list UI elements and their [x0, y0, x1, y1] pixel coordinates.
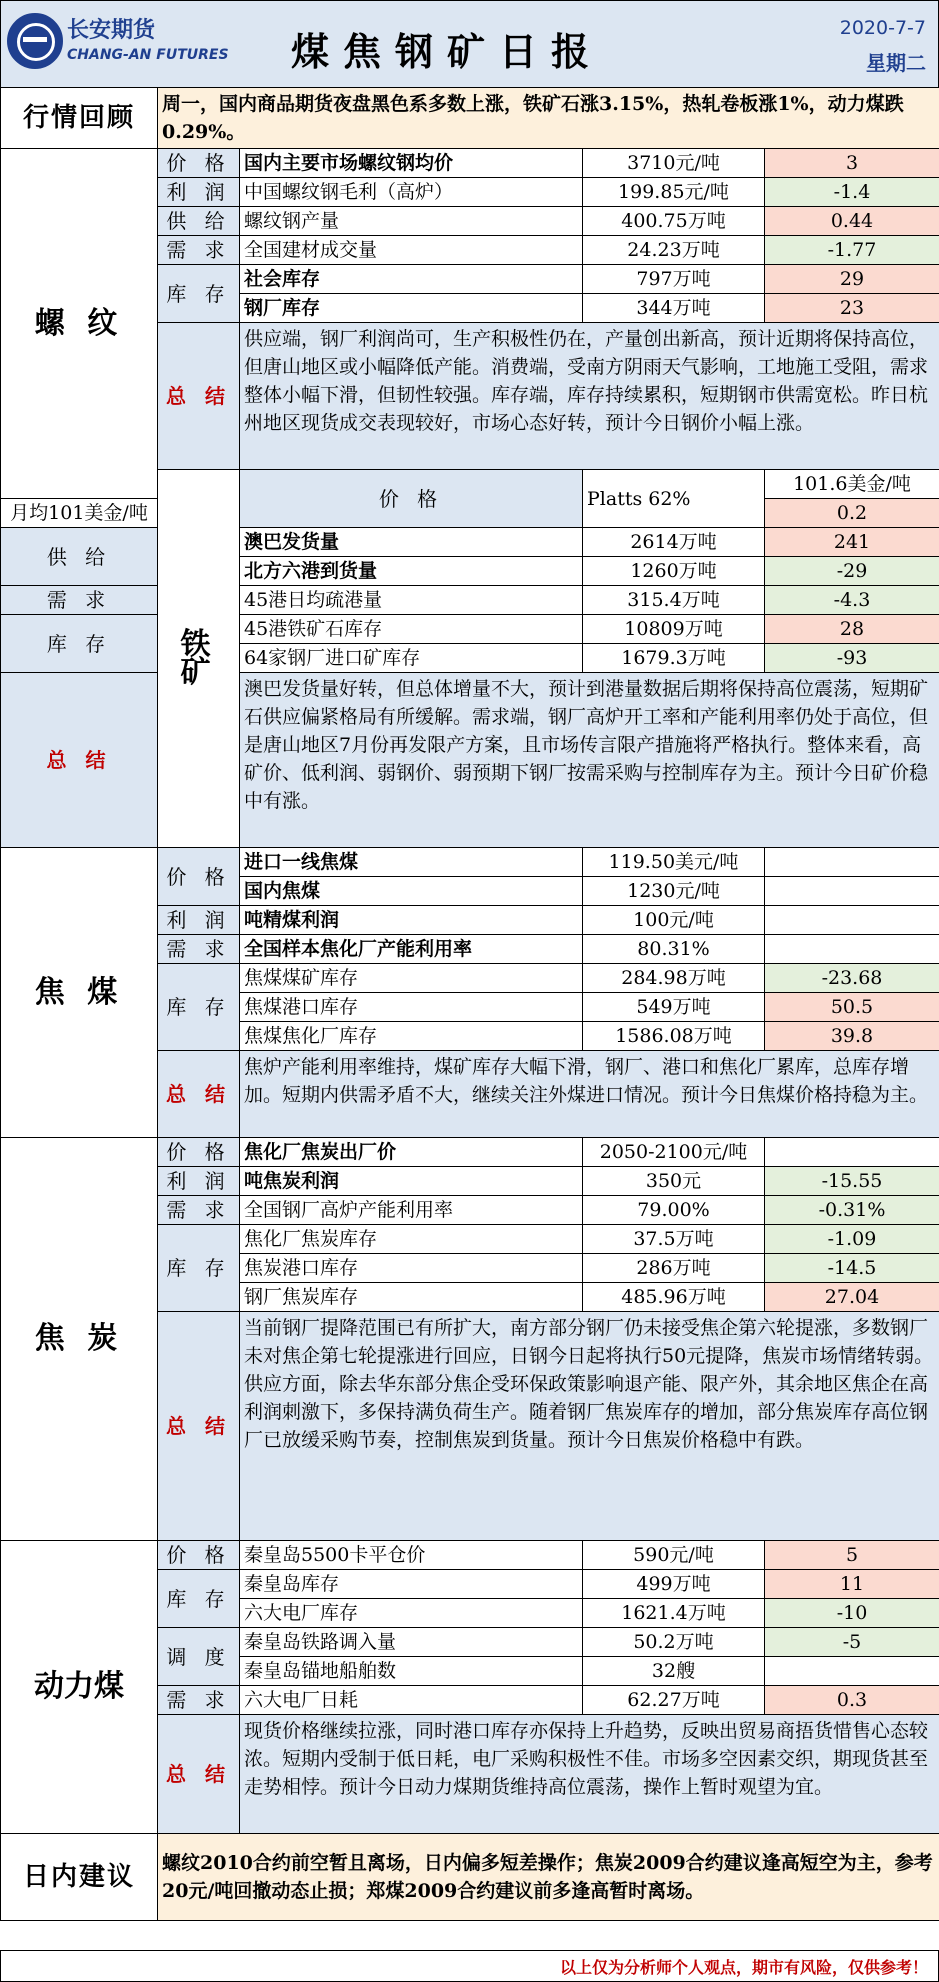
indicator-value: 590元/吨: [583, 1541, 765, 1570]
company-logo-icon: [7, 13, 63, 69]
category-summary: 总 结: [158, 323, 240, 470]
indicator-name: 全国钢厂高炉产能利用率: [240, 1196, 583, 1225]
indicator-change: [765, 848, 939, 877]
indicator-change: -10: [765, 1599, 939, 1628]
indicator-value: 2050-2100元/吨: [583, 1138, 765, 1167]
indicator-value: 119.50美元/吨: [583, 848, 765, 877]
indicator-change: [765, 1138, 939, 1167]
indicator-change: -23.68: [765, 964, 939, 993]
indicator-name: 焦煤焦化厂库存: [240, 1022, 583, 1051]
category-supply: 供 给: [1, 528, 158, 586]
indicator-name: 进口一线焦煤: [240, 848, 583, 877]
indicator-change: 27.04: [765, 1283, 939, 1312]
indicator-name: 焦煤煤矿库存: [240, 964, 583, 993]
category-price: 价 格: [158, 1138, 240, 1167]
indicator-name: 秦皇岛库存: [240, 1570, 583, 1599]
indicator-change: -93: [765, 644, 939, 673]
indicator-change: 29: [765, 265, 939, 294]
category-inventory: 库 存: [158, 1225, 240, 1312]
indicator-value: 37.5万吨: [583, 1225, 765, 1254]
indicator-change: 0.2: [765, 499, 939, 528]
indicator-value: 499万吨: [583, 1570, 765, 1599]
indicator-value: 199.85元/吨: [583, 178, 765, 207]
category-inventory: 库 存: [158, 1570, 240, 1628]
indicator-change: -4.3: [765, 586, 939, 615]
category-inventory: 库 存: [158, 964, 240, 1051]
section-summary-text: 供应端，钢厂利润尚可，生产积极性仍在，产量创出新高，预计近期将保持高位，但唐山地区或小幅降低产能。消费端，受南方阴雨天气影响，工地施工受阻，需求整体小幅下滑，但韧性较强。库存端，库存持续累积，短期钢市供需宽松。昨日杭州地区现货成交表现较好，市场心态好转，预计今日钢价小幅上涨。: [240, 323, 939, 470]
indicator-value: 32艘: [583, 1657, 765, 1686]
report-header: [0, 0, 939, 88]
indicator-value: 350元: [583, 1167, 765, 1196]
category-profit: 利 润: [158, 178, 240, 207]
indicator-change: -0.31%: [765, 1196, 939, 1225]
indicator-change: -15.55: [765, 1167, 939, 1196]
category-profit: 利 润: [158, 906, 240, 935]
section-thermal-coal-label: 动力煤: [1, 1541, 158, 1834]
indicator-value: 3710元/吨: [583, 149, 765, 178]
indicator-name: 社会库存: [240, 265, 583, 294]
indicator-name: 国内主要市场螺纹钢均价: [240, 149, 583, 178]
indicator-value: 80.31%: [583, 935, 765, 964]
indicator-value: 485.96万吨: [583, 1283, 765, 1312]
section-summary-text: 当前钢厂提降范围已有所扩大，南方部分钢厂仍未接受焦企第六轮提涨，多数钢厂未对焦企第七轮提涨进行回应，日钢今日起将执行50元提降，焦炭市场情绪转弱。供应方面，除去华东部分焦企受环保政策影响退产能、限产外，其余地区焦企在高利润刺激下，多保持满负荷生产。随着钢厂焦炭库存的增加，部分焦炭库存高位钢厂已放缓采购节奏，控制焦炭到货量。预计今日焦炭价格稳中有跌。: [240, 1312, 939, 1541]
indicator-change: -1.4: [765, 178, 939, 207]
indicator-change: -29: [765, 557, 939, 586]
category-dispatch: 调 度: [158, 1628, 240, 1686]
category-price: 价 格: [158, 149, 240, 178]
section-summary-text: 现货价格继续拉涨，同时港口库存亦保持上升趋势，反映出贸易商捂货惜售心态较浓。短期内受制于低日耗，电厂采购积极性不佳。市场多空因素交织，期现货甚至走势相悖。预计今日动力煤期货维持高位震荡，操作上暂时观望为宜。: [240, 1715, 939, 1834]
category-demand: 需 求: [158, 236, 240, 265]
indicator-name: 吨精煤利润: [240, 906, 583, 935]
indicator-value: 1586.08万吨: [583, 1022, 765, 1051]
indicator-name: 国内焦煤: [240, 877, 583, 906]
category-demand: 需 求: [158, 935, 240, 964]
indicator-change: [765, 1657, 939, 1686]
indicator-name: 秦皇岛5500卡平仓价: [240, 1541, 583, 1570]
indicator-value: 1621.4万吨: [583, 1599, 765, 1628]
category-summary: 总 结: [158, 1312, 240, 1541]
category-summary: 总 结: [1, 673, 158, 848]
indicator-change: -1.09: [765, 1225, 939, 1254]
indicator-change: 23: [765, 294, 939, 323]
company-name-en: CHANG-AN FUTURES: [67, 47, 229, 63]
indicator-name: 澳巴发货量: [240, 528, 583, 557]
indicator-name: 45港日均疏港量: [240, 586, 583, 615]
category-profit: 利 润: [158, 1167, 240, 1196]
category-price: 价 格: [158, 1541, 240, 1570]
indicator-change: 28: [765, 615, 939, 644]
indicator-change: 0.3: [765, 1686, 939, 1715]
review-text: 周一，国内商品期货夜盘黑色系多数上涨，铁矿石涨3.15%，热轧卷板涨1%，动力煤跌0.29%。: [158, 88, 939, 149]
indicator-value: 400.75万吨: [583, 207, 765, 236]
indicator-name: 钢厂库存: [240, 294, 583, 323]
disclaimer-footer: [0, 1950, 939, 1982]
section-rebar-label: 螺 纹: [1, 149, 158, 499]
report-title: 煤焦钢矿日报: [291, 30, 604, 74]
indicator-name: 六大电厂库存: [240, 1599, 583, 1628]
indicator-change: 0.44: [765, 207, 939, 236]
indicator-name: 钢厂焦炭库存: [240, 1283, 583, 1312]
section-summary-text: 澳巴发货量好转，但总体增量不大，预计到港量数据后期将保持高位震荡，短期矿石供应偏紧格局有所缓解。需求端，钢厂高炉开工率和产能利用率仍处于高位，但是唐山地区7月份再发限产方案，且市场传言限产措施将严格执行。整体来看，高矿价、低利润、弱钢价、弱预期下钢厂按需采购与控制库存为主。预计今日矿价稳中有涨。: [240, 673, 939, 848]
indicator-change: [765, 935, 939, 964]
indicator-name: 焦煤港口库存: [240, 993, 583, 1022]
indicator-value: 1230元/吨: [583, 877, 765, 906]
indicator-value: 315.4万吨: [583, 586, 765, 615]
indicator-name: 中国螺纹钢毛利（高炉）: [240, 178, 583, 207]
indicator-change: 3: [765, 149, 939, 178]
indicator-value: 月均101美金/吨: [1, 499, 158, 528]
indicator-name: 螺纹钢产量: [240, 207, 583, 236]
category-inventory: 库 存: [158, 265, 240, 323]
disclaimer-text: 以上仅为分析师个人观点，期市有风险，仅供参考！: [559, 1958, 928, 1977]
review-label: 行情回顾: [1, 88, 158, 149]
indicator-name: 焦化厂焦炭出厂价: [240, 1138, 583, 1167]
indicator-name: 六大电厂日耗: [240, 1686, 583, 1715]
indicator-value: 1260万吨: [583, 557, 765, 586]
category-price: 价 格: [240, 470, 583, 528]
indicator-name: 吨焦炭利润: [240, 1167, 583, 1196]
category-demand: 需 求: [1, 586, 158, 615]
indicator-value: 24.23万吨: [583, 236, 765, 265]
report-weekday: 星期二: [866, 51, 926, 75]
category-summary: 总 结: [158, 1051, 240, 1138]
indicator-value: 100元/吨: [583, 906, 765, 935]
company-name: 长安期货: [67, 18, 156, 43]
indicator-change: 39.8: [765, 1022, 939, 1051]
indicator-value: 286万吨: [583, 1254, 765, 1283]
indicator-change: [765, 877, 939, 906]
indicator-value: 10809万吨: [583, 615, 765, 644]
indicator-change: [765, 906, 939, 935]
indicator-value: 284.98万吨: [583, 964, 765, 993]
indicator-name: 64家钢厂进口矿库存: [240, 644, 583, 673]
indicator-name: 秦皇岛铁路调入量: [240, 1628, 583, 1657]
indicator-change: 5: [765, 1541, 939, 1570]
advice-text: 螺纹2010合约前空暂且离场，日内偏多短差操作；焦炭2009合约建议逢高短空为主，参考20元/吨回撤动态止损；郑煤2009合约建议前多逢高暂时离场。: [158, 1834, 939, 1921]
indicator-name: 全国建材成交量: [240, 236, 583, 265]
indicator-change: -5: [765, 1628, 939, 1657]
indicator-value: 79.00%: [583, 1196, 765, 1225]
section-summary-text: 焦炉产能利用率维持，煤矿库存大幅下滑，钢厂、港口和焦化厂累库，总库存增加。短期内供需矛盾不大，继续关注外煤进口情况。预计今日焦煤价格持稳为主。: [240, 1051, 939, 1138]
category-supply: 供 给: [158, 207, 240, 236]
section-coke-label: 焦 炭: [1, 1138, 158, 1541]
indicator-value: 1679.3万吨: [583, 644, 765, 673]
indicator-value: 2614万吨: [583, 528, 765, 557]
section-coking-coal-label: 焦 煤: [1, 848, 158, 1138]
indicator-value: 101.6美金/吨: [765, 470, 939, 499]
advice-label: 日内建议: [1, 1834, 158, 1921]
indicator-change: -14.5: [765, 1254, 939, 1283]
indicator-value: 344万吨: [583, 294, 765, 323]
indicator-value: 50.2万吨: [583, 1628, 765, 1657]
category-price: 价 格: [158, 848, 240, 906]
indicator-name: Platts 62%: [583, 470, 765, 528]
report-table: [0, 87, 939, 1921]
section-ore-label: 铁 矿: [158, 470, 240, 848]
indicator-name: 焦炭港口库存: [240, 1254, 583, 1283]
indicator-value: 549万吨: [583, 993, 765, 1022]
indicator-name: 全国样本焦化厂产能利用率: [240, 935, 583, 964]
category-demand: 需 求: [158, 1686, 240, 1715]
indicator-name: 45港铁矿石库存: [240, 615, 583, 644]
indicator-name: 秦皇岛锚地船舶数: [240, 1657, 583, 1686]
indicator-change: 241: [765, 528, 939, 557]
indicator-value: 62.27万吨: [583, 1686, 765, 1715]
indicator-name: 焦化厂焦炭库存: [240, 1225, 583, 1254]
indicator-change: -1.77: [765, 236, 939, 265]
indicator-change: 50.5: [765, 993, 939, 1022]
category-inventory: 库 存: [1, 615, 158, 673]
category-demand: 需 求: [158, 1196, 240, 1225]
indicator-change: 11: [765, 1570, 939, 1599]
category-summary: 总 结: [158, 1715, 240, 1834]
report-date: 2020-7-7: [839, 17, 926, 39]
indicator-name: 北方六港到货量: [240, 557, 583, 586]
indicator-value: 797万吨: [583, 265, 765, 294]
